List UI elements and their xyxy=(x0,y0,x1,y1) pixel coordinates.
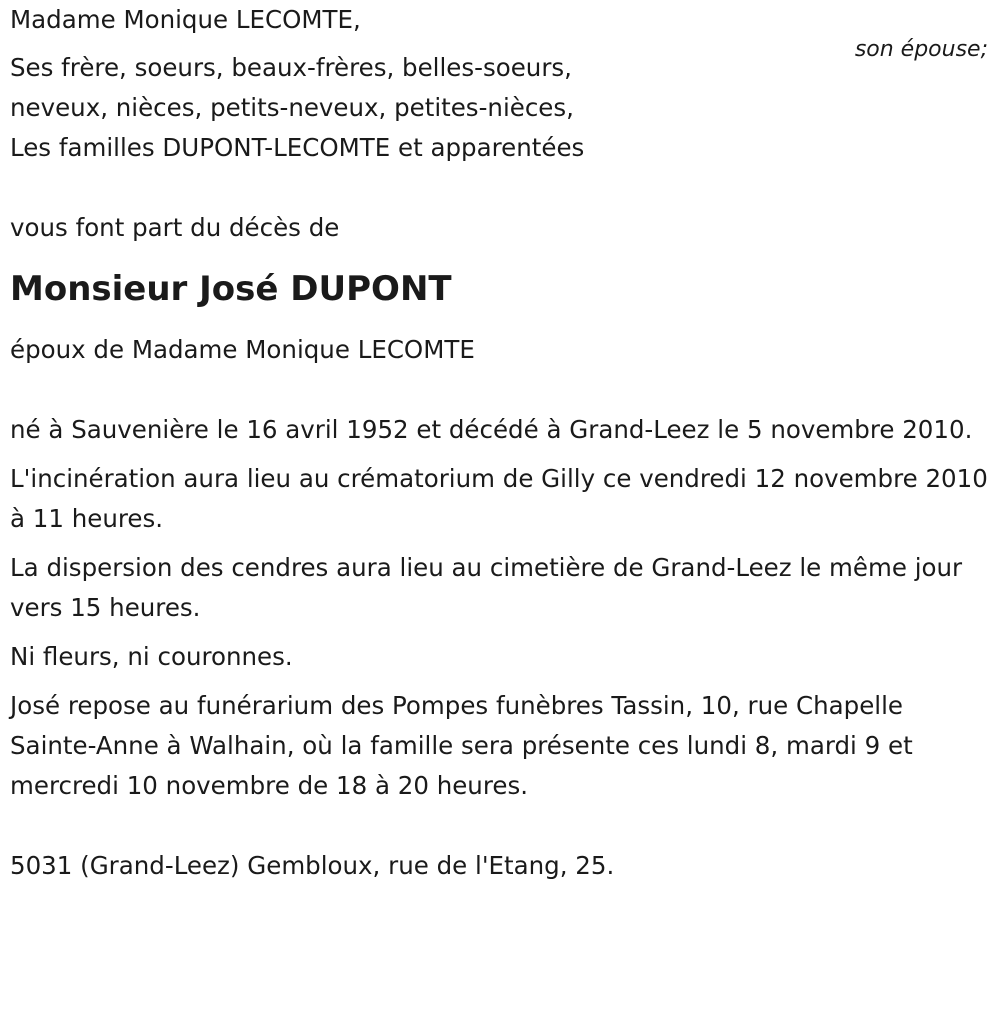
spouse-name-line: Madame Monique LECOMTE, xyxy=(10,5,361,34)
cremation-paragraph: L'incinération aura lieu au crématorium de Gilly ce vendredi 12 novembre 2010 à 11 heures. xyxy=(10,464,988,533)
announcement-text: vous font part du décès de xyxy=(10,213,340,242)
no-flowers-paragraph: Ni fleurs, ni couronnes. xyxy=(10,642,293,671)
birth-death-paragraph: né à Sauvenière le 16 avril 1952 et décédé à Grand-Leez le 5 novembre 2010. xyxy=(10,415,973,444)
family-line-1: Ses frère, soeurs, beaux-frères, belles-soeurs, xyxy=(10,53,572,82)
visitation-paragraph: José repose au funérarium des Pompes funèbres Tassin, 10, rue Chapelle Sainte-Anne à Walhain, où la famille sera présente ces lundi 8, mardi 9 et mercredi 10 novembre de 18 à 20 heures. xyxy=(10,691,913,800)
family-line-3: Les familles DUPONT-LECOMTE et apparentées xyxy=(10,133,585,162)
family-address: 5031 (Grand-Leez) Gembloux, rue de l'Etang, 25. xyxy=(10,851,615,880)
spouse-of-text: époux de Madame Monique LECOMTE xyxy=(10,335,475,364)
notice-body xyxy=(10,0,990,886)
spouse-role-label: son épouse; xyxy=(854,37,988,62)
ash-dispersal-paragraph: La dispersion des cendres aura lieu au cimetière de Grand-Leez le même jour vers 15 heures. xyxy=(10,553,963,622)
family-line-2: neveux, nièces, petits-neveux, petites-nièces, xyxy=(10,93,574,122)
deceased-name: Monsieur José DUPONT xyxy=(10,269,452,309)
